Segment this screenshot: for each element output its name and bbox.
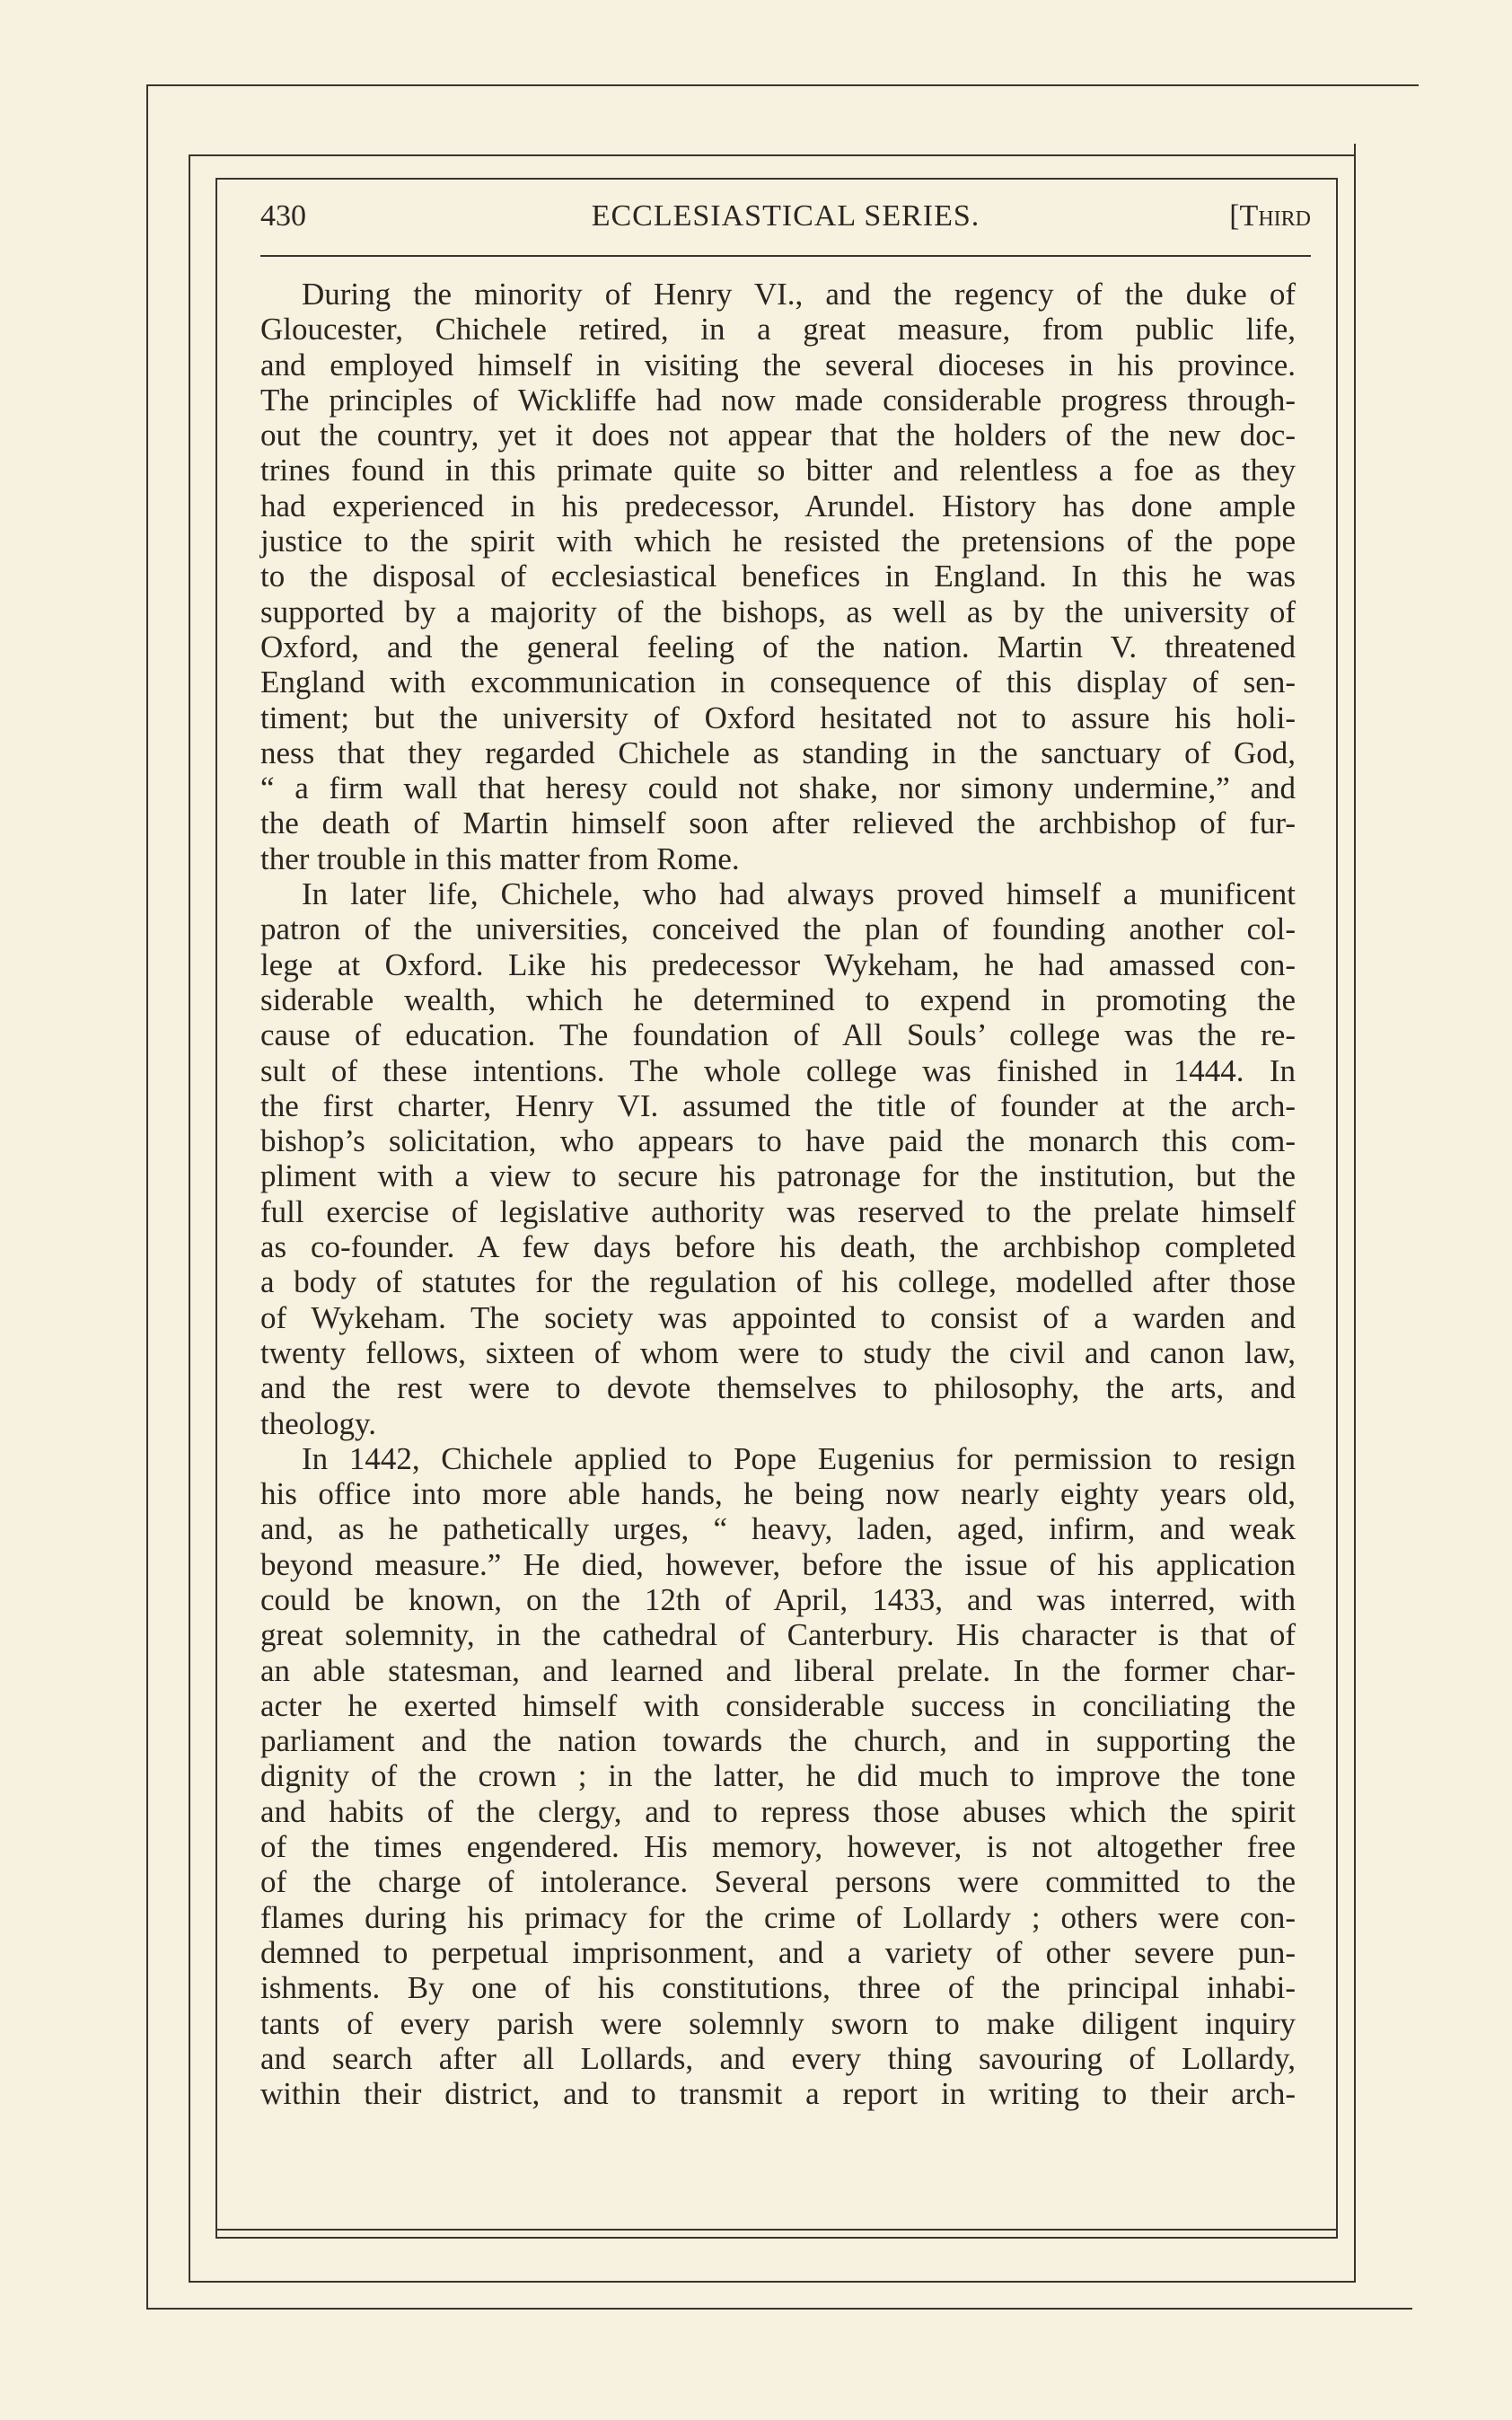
text-line: and, as he pathetically urges, “ heavy, laden, aged, infirm, and weak	[260, 1511, 1296, 1547]
text-line: During the minority of Henry VI., and the regency of the duke of	[302, 277, 1296, 312]
text-line: England with excommunication in consequence of this display of sen-	[260, 664, 1296, 700]
text-line: In later life, Chichele, who had always proved himself a munificent	[302, 876, 1296, 912]
text-line: timent; but the university of Oxford hesitated not to assure his holi-	[260, 700, 1296, 735]
text-line: the first charter, Henry VI. assumed the title of founder at the arch-	[260, 1087, 1296, 1123]
text-line: of Wykeham. The society was appointed to consist of a warden and	[260, 1299, 1296, 1335]
text-line: tants of every parish were solemnly sworn to make diligent inquiry	[260, 2005, 1296, 2041]
running-header	[260, 199, 1311, 239]
running-title: ECCLESIASTICAL SERIES.	[591, 199, 980, 233]
text-line: theology.	[260, 1405, 376, 1441]
outer-frame-top	[146, 84, 1419, 86]
text-line: flames during his primacy for the crime of Lollardy ; others were con-	[260, 1899, 1296, 1935]
inner-frame-top	[215, 178, 1338, 180]
text-line: “ a firm wall that heresy could not shake, nor simony undermine,” and	[260, 770, 1296, 806]
middle-frame-top	[189, 154, 1356, 156]
text-line: In 1442, Chichele applied to Pope Eugenius for permission to resign	[302, 1440, 1296, 1476]
text-line: Gloucester, Chichele retired, in a great measure, from public life,	[260, 312, 1296, 348]
text-line: of the charge of intolerance. Several persons were committed to the	[260, 1864, 1296, 1900]
text-line: within their district, and to transmit a report in writing to their arch-	[260, 2076, 1296, 2112]
text-line: a body of statutes for the regulation of his college, modelled after those	[260, 1264, 1296, 1300]
text-line: siderable wealth, which he determined to expend in promoting the	[260, 981, 1296, 1017]
text-line: The principles of Wickliffe had now made considerable progress through-	[260, 382, 1296, 418]
section-marker: [Third	[1229, 199, 1311, 233]
body-text	[260, 277, 1296, 2111]
paragraph	[260, 1441, 1296, 2112]
text-line: his office into more able hands, he being now nearly eighty years old,	[260, 1476, 1296, 1512]
text-line: ness that they regarded Chichele as standing in the sanctuary of God,	[260, 735, 1296, 770]
text-line: ther trouble in this matter from Rome.	[260, 840, 740, 876]
text-line: pliment with a view to secure his patronage for the institution, but the	[260, 1158, 1296, 1194]
header-rule	[260, 255, 1311, 257]
text-line: acter he exerted himself with considerable success in conciliating the	[260, 1687, 1296, 1723]
text-line: patron of the universities, conceived the plan of founding another col-	[260, 911, 1296, 947]
text-line: dignity of the crown ; in the latter, he did much to improve the tone	[260, 1758, 1296, 1794]
text-line: had experienced in his predecessor, Arundel. History has done ample	[260, 488, 1296, 524]
text-line: demned to perpetual imprisonment, and a variety of other severe pun-	[260, 1934, 1296, 1970]
text-line: lege at Oxford. Like his predecessor Wykeham, he had amassed con-	[260, 946, 1296, 982]
inner-frame-left	[215, 178, 217, 2238]
text-line: and the rest were to devote themselves to philosophy, the arts, and	[260, 1370, 1296, 1406]
text-line: twenty fellows, sixteen of whom were to study the civil and canon law,	[260, 1334, 1296, 1370]
text-line: to the disposal of ecclesiastical benefices in England. In this he was	[260, 559, 1296, 594]
text-line: parliament and the nation towards the church, and in supporting the	[260, 1723, 1296, 1759]
text-line: ishments. By one of his constitutions, three of the principal inhabi-	[260, 1970, 1296, 2006]
text-line: Oxford, and the general feeling of the nation. Martin V. threatened	[260, 629, 1296, 664]
text-line: great solemnity, in the cathedral of Canterbury. His character is that of	[260, 1617, 1296, 1653]
text-line: could be known, on the 12th of April, 1433, and was interred, with	[260, 1581, 1296, 1617]
paragraph	[260, 876, 1296, 1441]
paragraph	[260, 277, 1296, 876]
text-line: sult of these intentions. The whole college was finished in 1444. In	[260, 1052, 1296, 1088]
text-line: an able statesman, and learned and liberal prelate. In the former char-	[260, 1652, 1296, 1688]
outer-frame-bottom	[146, 2308, 1412, 2310]
text-line: the death of Martin himself soon after relieved the archbishop of fur-	[260, 805, 1296, 841]
text-line: supported by a majority of the bishops, as well as by the university of	[260, 594, 1296, 629]
text-line: out the country, yet it does not appear that the holders of the new doc-	[260, 418, 1296, 453]
page-number: 430	[260, 199, 306, 233]
text-line: full exercise of legislative authority was reserved to the prelate himself	[260, 1193, 1296, 1229]
outer-frame-left	[146, 84, 148, 2308]
text-line: of the times engendered. His memory, however, is not altogether free	[260, 1829, 1296, 1865]
inner-frame-bottom-2	[215, 2237, 1338, 2239]
text-line: cause of education. The foundation of All Souls’ college was the re-	[260, 1017, 1296, 1053]
inner-frame-bottom	[215, 2229, 1338, 2231]
text-line: bishop’s solicitation, who appears to have paid the monarch this com-	[260, 1123, 1296, 1159]
inner-frame-right	[1336, 178, 1338, 2238]
text-line: and employed himself in visiting the several dioceses in his province.	[260, 347, 1296, 383]
text-line: beyond measure.” He died, however, before the issue of his application	[260, 1546, 1296, 1582]
text-line: justice to the spirit with which he resisted the pretensions of the pope	[260, 524, 1296, 559]
middle-frame-bottom	[189, 2281, 1356, 2283]
text-line: trines found in this primate quite so bitter and relentless a foe as they	[260, 453, 1296, 488]
text-line: and habits of the clergy, and to repress those abuses which the spirit	[260, 1793, 1296, 1829]
middle-frame-right	[1354, 144, 1356, 2281]
middle-frame-left	[189, 154, 190, 2281]
text-line: as co-founder. A few days before his death, the archbishop completed	[260, 1229, 1296, 1265]
text-line: and search after all Lollards, and every thing savouring of Lollardy,	[260, 2040, 1296, 2076]
